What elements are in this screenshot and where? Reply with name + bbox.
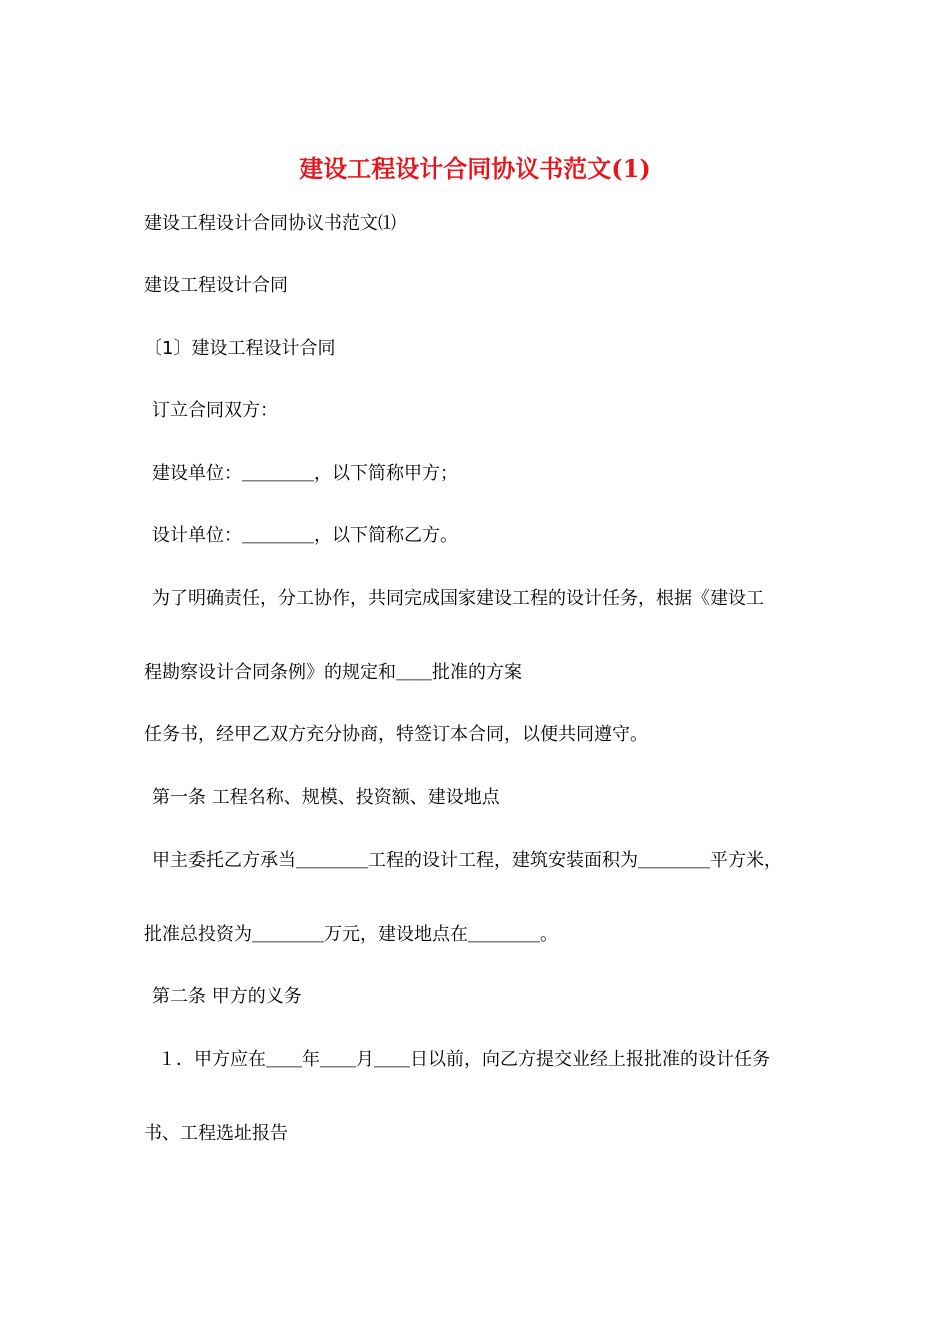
doc-line-article-1-body-cont: 批准总投资为＿＿＿＿万元，建设地点在＿＿＿＿。 — [144, 924, 558, 945]
doc-line-section-1: 〔1〕建设工程设计合同 — [144, 338, 336, 359]
doc-line-subtitle: 建设工程设计合同协议书范文⑴ — [144, 213, 396, 234]
doc-line-article-1-body: 甲主委托乙方承当＿＿＿＿工程的设计工程，建筑安装面积为＿＿＿＿平方米， — [152, 850, 782, 871]
doc-line-contract-name: 建设工程设计合同 — [144, 275, 288, 296]
doc-line-purpose-cont: 程勘察设计合同条例》的规定和＿＿批准的方案 — [144, 662, 522, 683]
doc-line-purpose-end: 任务书，经甲乙双方充分协商，特签订本合同，以便共同遵守。 — [144, 724, 648, 745]
doc-line-party-a: 建设单位：＿＿＿＿，以下简称甲方； — [152, 463, 458, 484]
doc-line-purpose: 为了明确责任，分工协作，共同完成国家建设工程的设计任务，根据《建设工 — [152, 588, 764, 609]
document-title: 建设工程设计合同协议书范文(1) — [299, 154, 651, 183]
doc-line-article-1: 第一条 工程名称、规模、投资额、建设地点 — [152, 787, 500, 808]
doc-line-parties: 订立合同双方： — [152, 400, 278, 421]
doc-line-article-2-item-1: １．甲方应在＿＿年＿＿月＿＿日以前，向乙方提交业经上报批准的设计任务 — [158, 1049, 770, 1070]
doc-line-article-2: 第二条 甲方的义务 — [152, 986, 302, 1007]
doc-line-party-b: 设计单位：＿＿＿＿，以下简称乙方。 — [152, 525, 458, 546]
doc-line-article-2-item-1-cont: 书、工程选址报告 — [144, 1123, 288, 1144]
